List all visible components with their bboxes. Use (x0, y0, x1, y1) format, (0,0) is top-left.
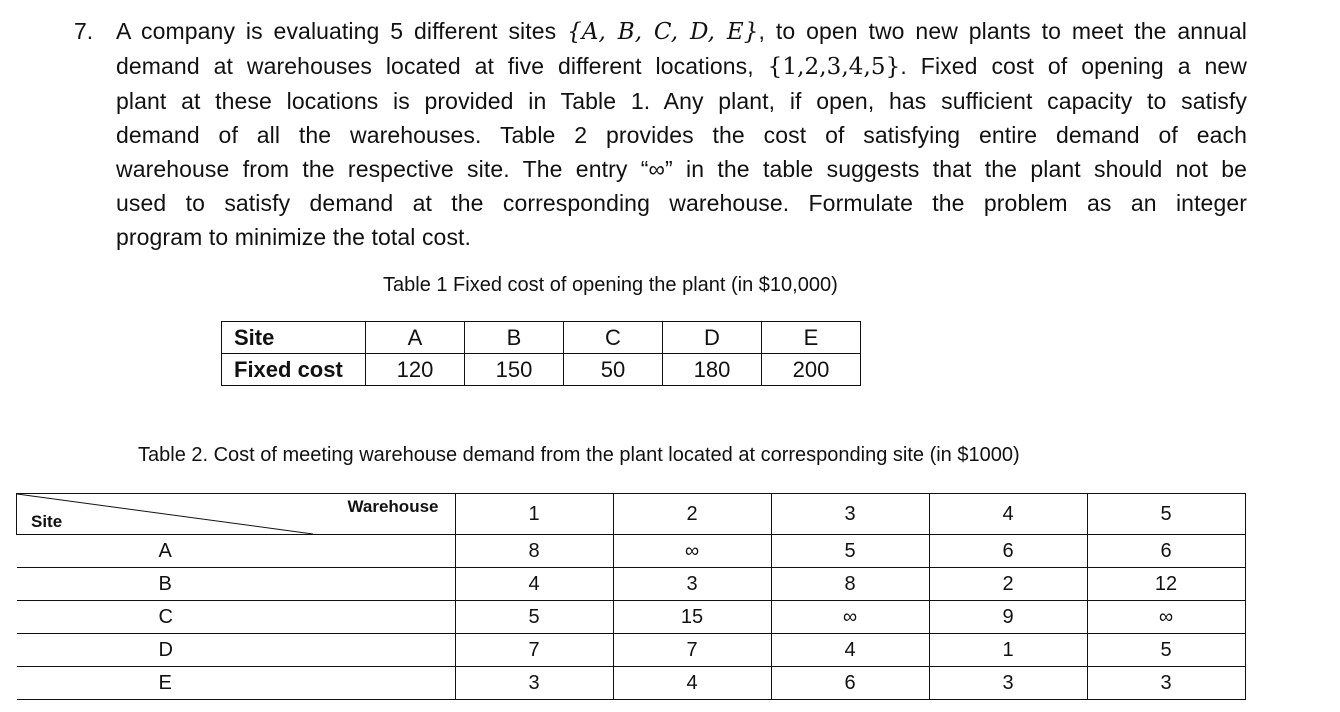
question-text (116, 14, 1247, 254)
site-header-label: Site (31, 512, 63, 531)
table2-row (17, 535, 1246, 568)
cost-cell: 3 (455, 667, 613, 700)
cost-cell: 7 (455, 634, 613, 667)
cost-cell: 7 (613, 634, 771, 667)
table1-cost-row (222, 354, 861, 386)
warehouse-cost-table (16, 493, 1246, 700)
table1-cost-cell: 120 (366, 354, 465, 386)
table1-site-cell: E (762, 322, 861, 354)
site-row-label: D (17, 634, 456, 667)
cost-cell: 5 (1087, 634, 1245, 667)
table1-caption: Table 1 Fixed cost of opening the plant (in $10,000) (383, 274, 838, 296)
warehouse-header-label: Warehouse (347, 497, 439, 516)
cost-cell: ∞ (771, 601, 929, 634)
cost-cell: 15 (613, 601, 771, 634)
question-line-6: used to satisfy demand at the corresponding warehouse. Formulate the problem as an integer (116, 190, 1247, 216)
cost-cell: 6 (771, 667, 929, 700)
table1-cost-cell: 180 (663, 354, 762, 386)
site-row-label: E (17, 667, 456, 700)
question-line-4: demand of all the warehouses. Table 2 provides the cost of satisfying entire demand of each (116, 122, 1247, 148)
table2-caption: Table 2. Cost of meeting warehouse demand from the plant located at corresponding site (in $1000) (138, 444, 1020, 466)
table1-site-label: Site (222, 322, 366, 354)
table1-site-cell: C (564, 322, 663, 354)
table1-site-cell: B (465, 322, 564, 354)
table1-cost-cell: 200 (762, 354, 861, 386)
cost-cell: 8 (455, 535, 613, 568)
table1-site-cell: D (663, 322, 762, 354)
cost-cell: ∞ (613, 535, 771, 568)
table2-corner-cell (17, 494, 456, 535)
cost-cell: 6 (929, 535, 1087, 568)
table1-cost-cell: 50 (564, 354, 663, 386)
cost-cell: 1 (929, 634, 1087, 667)
warehouse-header-cell: 4 (929, 494, 1087, 535)
cost-cell: 4 (771, 634, 929, 667)
cost-cell: 6 (1087, 535, 1245, 568)
table2-header-row (17, 494, 1246, 535)
table2-row (17, 667, 1246, 700)
site-row-label: C (17, 601, 456, 634)
question-line-1: A company is evaluating 5 different sites {A, B, C, D, E}, to open two new plants to meet the annual (116, 18, 1247, 45)
site-row-label: B (17, 568, 456, 601)
cost-cell: 5 (771, 535, 929, 568)
question-number: 7. (74, 18, 94, 44)
table2-row (17, 568, 1246, 601)
table1-site-cell: A (366, 322, 465, 354)
table1-cost-cell: 150 (465, 354, 564, 386)
table1-site-row (222, 322, 861, 354)
cost-cell: 9 (929, 601, 1087, 634)
cost-cell: 3 (929, 667, 1087, 700)
cost-cell: 2 (929, 568, 1087, 601)
question-line-5: warehouse from the respective site. The entry “∞” in the table suggests that the plant should not be (116, 156, 1247, 182)
warehouse-header-cell: 5 (1087, 494, 1245, 535)
question-line-3: plant at these locations is provided in Table 1. Any plant, if open, has sufficient capacity to satisfy (116, 88, 1247, 114)
table2-row (17, 601, 1246, 634)
fixed-cost-table (221, 321, 861, 386)
cost-cell: 4 (455, 568, 613, 601)
cost-cell: ∞ (1087, 601, 1245, 634)
question-line-7: program to minimize the total cost. (116, 224, 472, 250)
question-line-2: demand at warehouses located at five different locations, {1,2,3,4,5}. Fixed cost of opening a new (116, 53, 1247, 80)
table2-row (17, 634, 1246, 667)
cost-cell: 8 (771, 568, 929, 601)
warehouse-header-cell: 3 (771, 494, 929, 535)
cost-cell: 3 (1087, 667, 1245, 700)
warehouse-header-cell: 2 (613, 494, 771, 535)
table1-cost-label: Fixed cost (222, 354, 366, 386)
cost-cell: 5 (455, 601, 613, 634)
cost-cell: 4 (613, 667, 771, 700)
cost-cell: 3 (613, 568, 771, 601)
warehouse-header-cell: 1 (455, 494, 613, 535)
site-row-label: A (17, 535, 456, 568)
cost-cell: 12 (1087, 568, 1245, 601)
